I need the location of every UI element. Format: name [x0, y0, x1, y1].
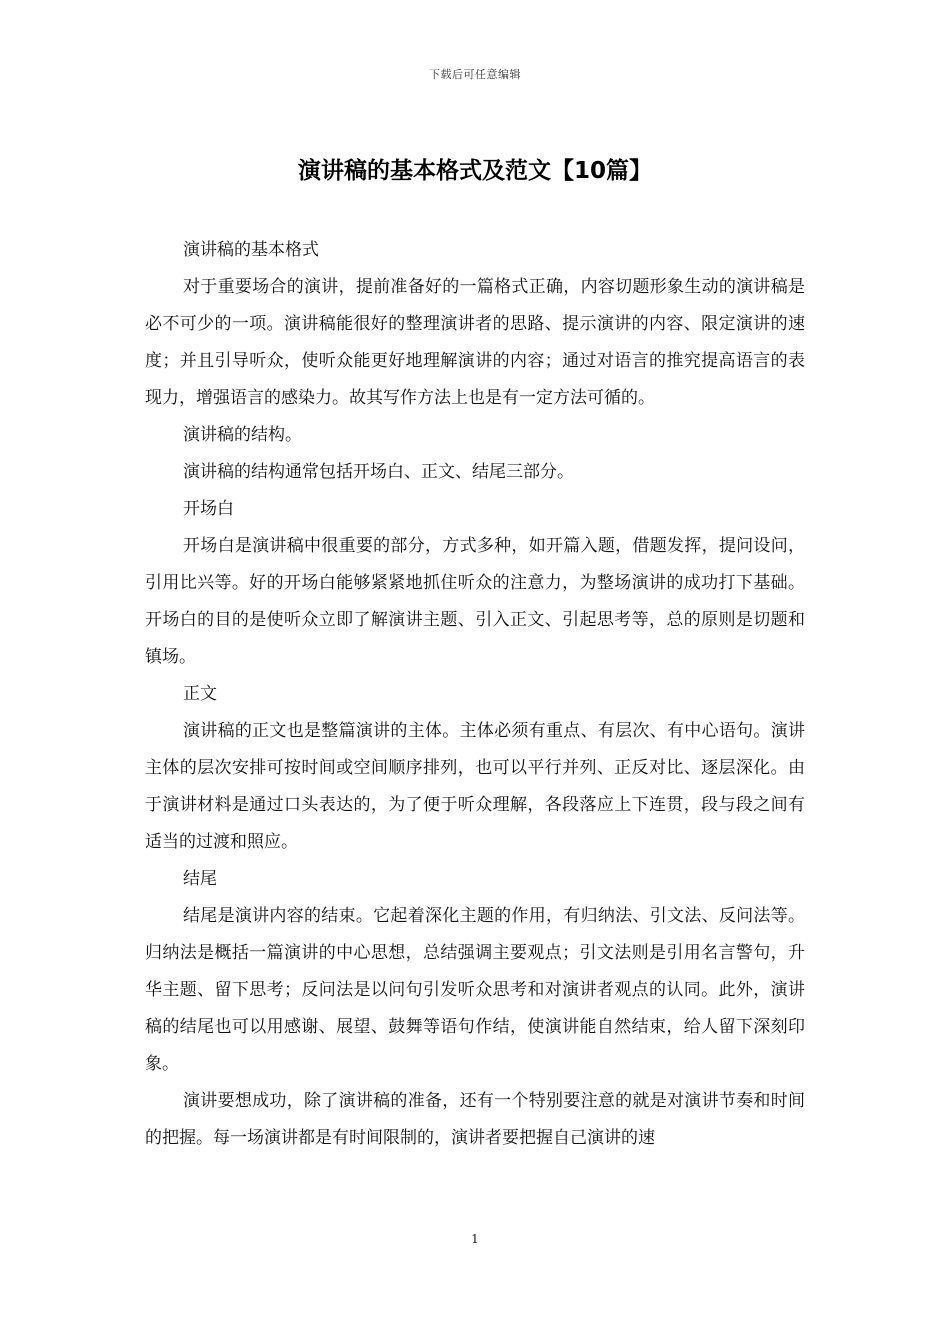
paragraph-structure: 演讲稿的结构通常包括开场白、正文、结尾三部分。	[183, 462, 574, 482]
section-heading-structure: 演讲稿的结构。	[183, 425, 302, 445]
paragraph-body: 演讲稿的正文也是整篇演讲的主体。主体必须有重点、有层次、有中心语句。演讲主体的层次安排可按时间或空间顺序排列，也可以平行并列、正反对比、逐层深化。由于演讲材料是通过口头表达的，为了便于听众理解，各段落应上下连贯，段与段之间有适当的过渡和照应。	[145, 721, 805, 852]
paragraph-intro: 对于重要场合的演讲，提前准备好的一篇格式正确，内容切题形象生动的演讲稿是必不可少的一项。演讲稿能很好的整理演讲者的思路、提示演讲的内容、限定演讲的速度；并且引导听众，使听众能更好地理解演讲的内容；通过对语言的推究提高语言的表现力，增强语言的感染力。故其写作方法上也是有一定方法可循的。	[145, 277, 805, 408]
document-body	[145, 232, 805, 1157]
document-title: 演讲稿的基本格式及范文【10篇】	[297, 158, 652, 184]
paragraph-ending: 结尾是演讲内容的结束。它起着深化主题的作用，有归纳法、引文法、反问法等。归纳法是概括一篇演讲的中心思想，总结强调主要观点；引文法则是引用名言警句，升华主题、留下思考；反问法是以问句引发听众思考和对演讲者观点的认同。此外，演讲稿的结尾也可以用感谢、展望、鼓舞等语句作结，使演讲能自然结束，给人留下深刻印象。	[145, 906, 805, 1074]
section-heading-format: 演讲稿的基本格式	[183, 240, 319, 260]
section-heading-ending: 结尾	[183, 869, 217, 889]
section-heading-opening: 开场白	[183, 499, 234, 519]
paragraph-opening: 开场白是演讲稿中很重要的部分，方式多种，如开篇入题，借题发挥，提问设问，引用比兴等。好的开场白能够紧紧地抓住听众的注意力，为整场演讲的成功打下基础。开场白的目的是使听众立即了解演讲主题、引入正文、引起思考等，总的原则是切题和镇场。	[145, 536, 805, 667]
page-number: 1	[471, 1232, 479, 1246]
section-heading-body: 正文	[183, 684, 217, 704]
header-note: 下载后可任意编辑	[429, 68, 521, 81]
paragraph-rhythm: 演讲要想成功，除了演讲稿的准备，还有一个特别要注意的就是对演讲节奏和时间的把握。每一场演讲都是有时间限制的，演讲者要把握自己演讲的速	[145, 1091, 805, 1148]
